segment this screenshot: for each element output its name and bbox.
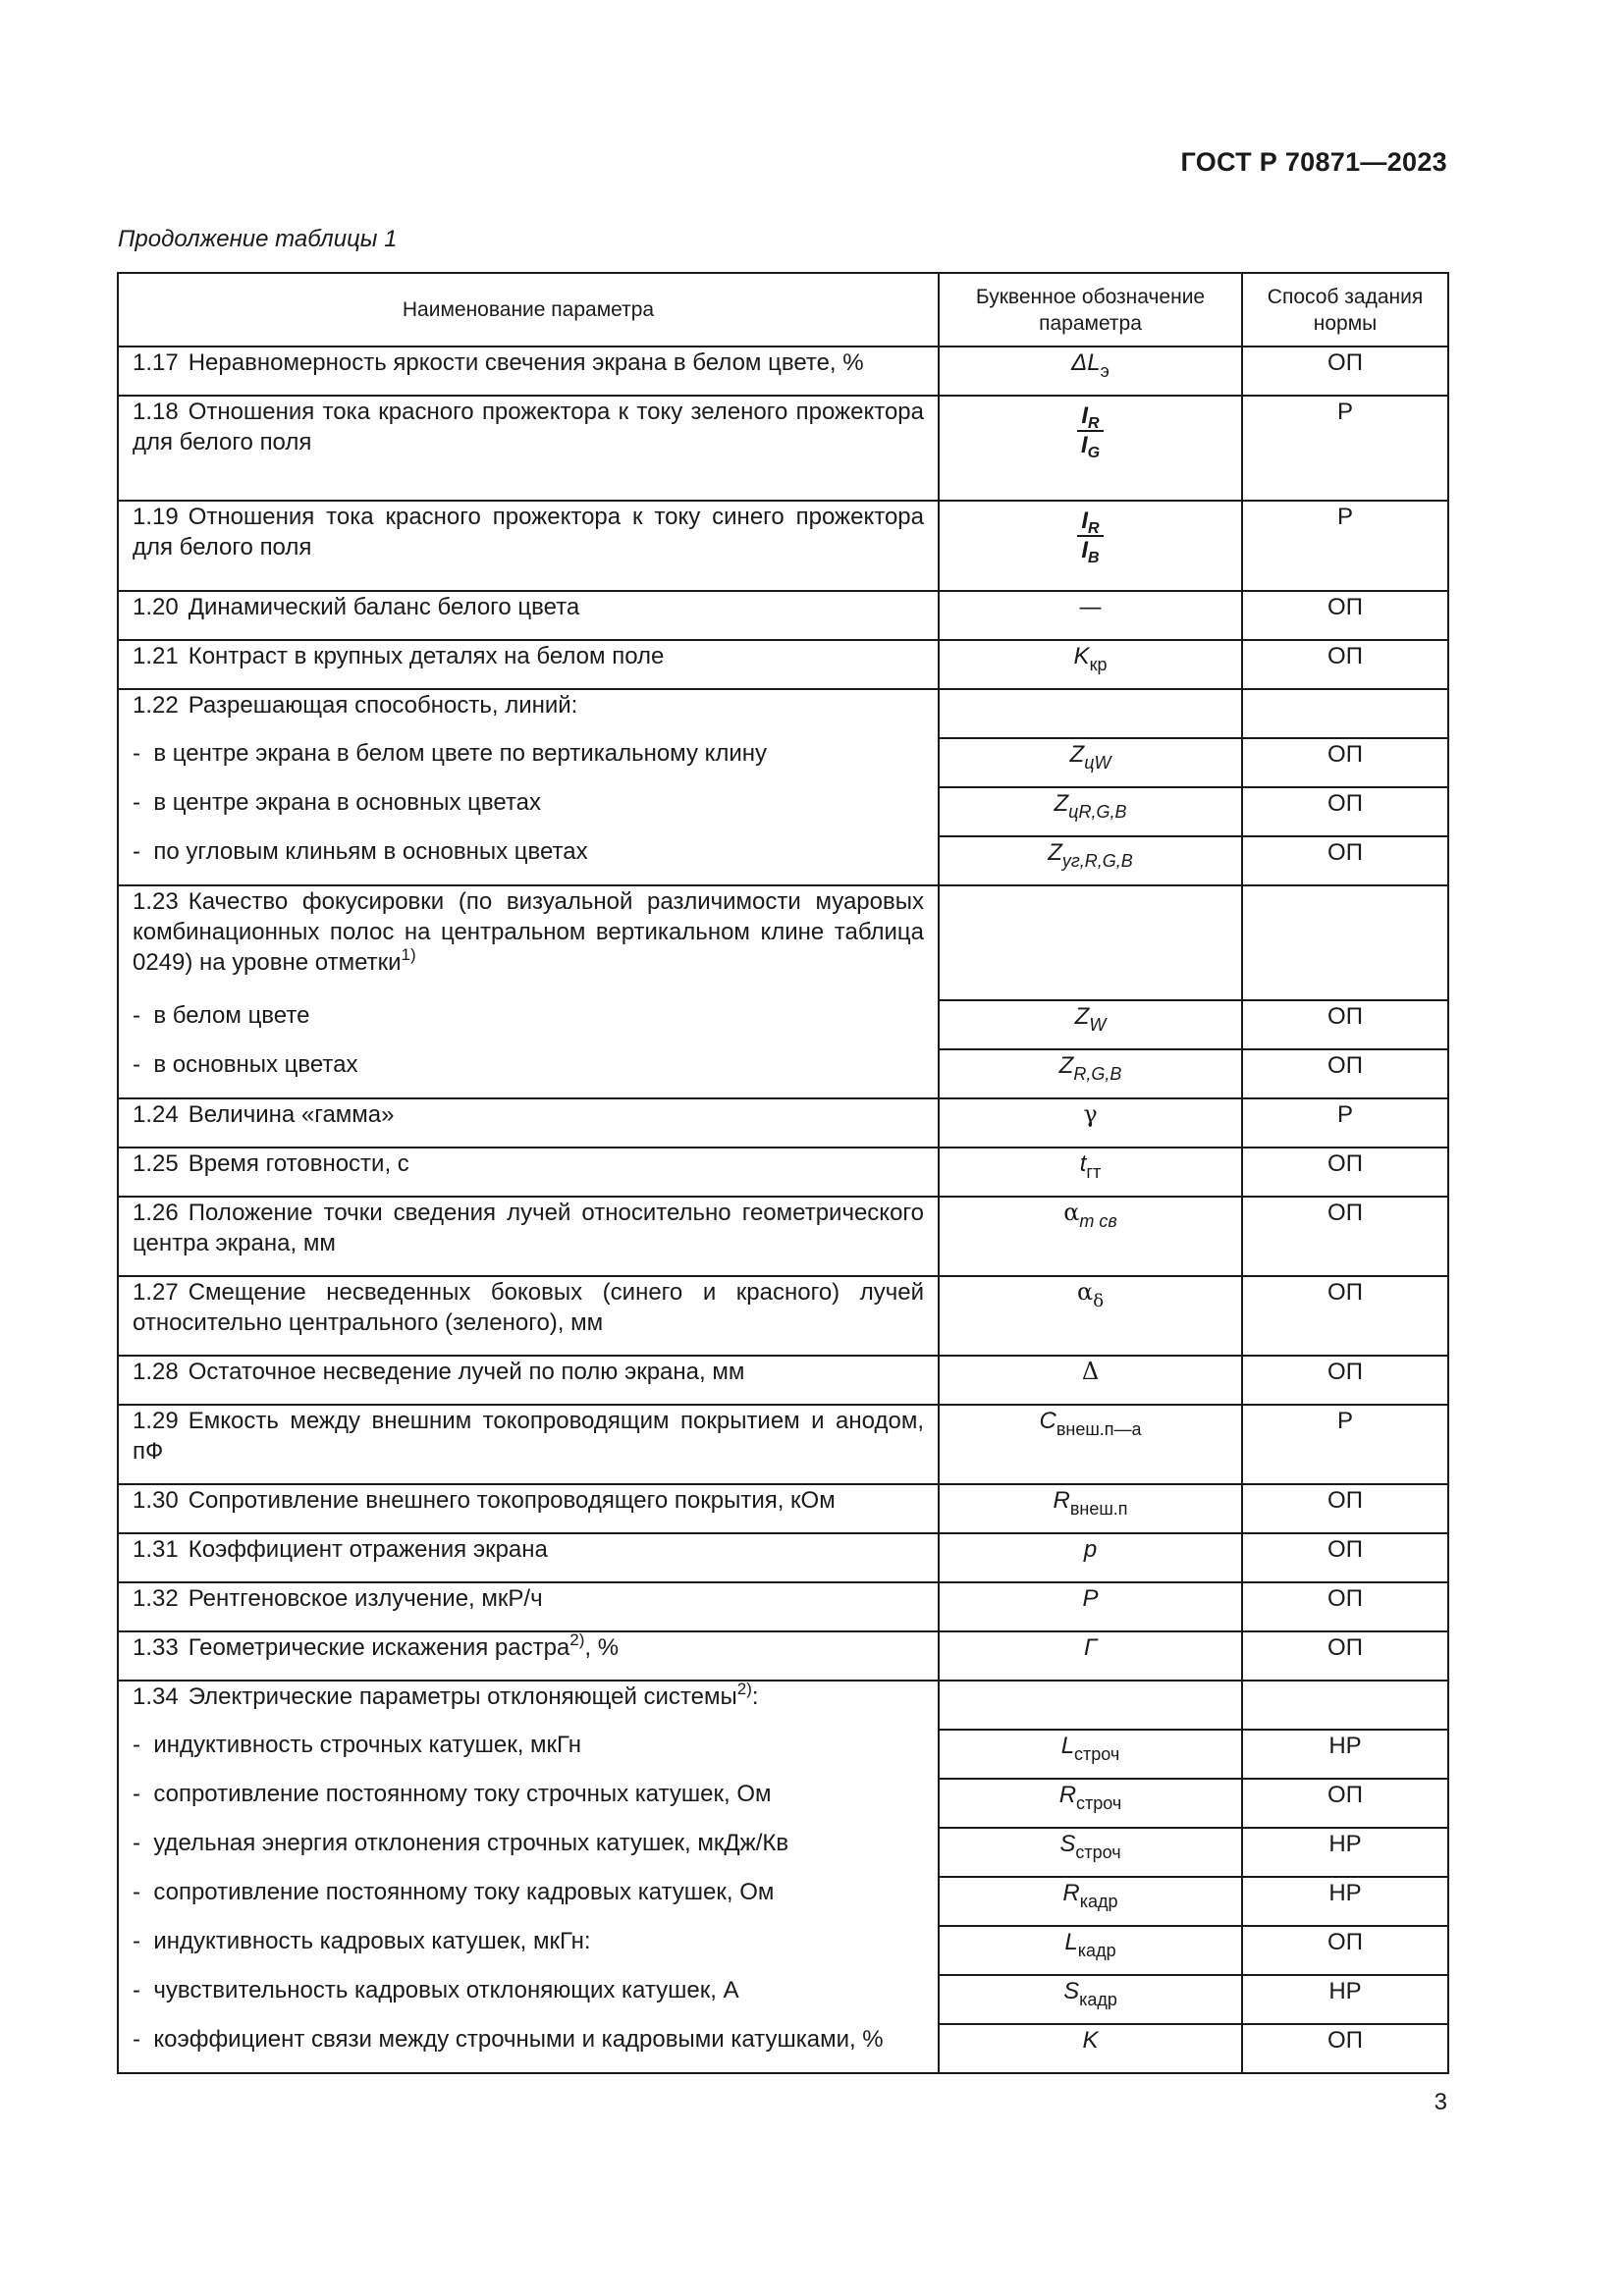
sub-parameter-text: - индуктивность кадровых катушек, мкГн: [133,1928,591,1954]
table-row [118,1098,1448,1148]
symbol-cell [939,1877,1242,1926]
symbol-cell [939,1975,1242,2024]
document-number: ГОСТ Р 70871—2023 [1180,147,1447,177]
table-subrow [118,1975,1448,2024]
parameter-text: Величина «гамма» [188,1101,395,1128]
parameter-symbol: R [1053,1487,1070,1514]
parameter-symbol: S [1063,1978,1080,2004]
parameter-symbol: S [1059,1831,1076,1857]
symbol-cell [939,591,1242,640]
symbol-cell [939,1197,1242,1276]
sub-parameter-text: - сопротивление постоянному току кадровых катушек, Ом [133,1879,774,1905]
parameter-name-cell [118,1631,939,1681]
parameter-symbol: ΔL [1071,349,1101,376]
sub-parameter-cell [118,836,939,885]
sub-parameter-text: - коэффициент связи между строчными и кадровыми катушками, % [133,2026,884,2053]
parameter-number: 1.30 [133,1487,179,1514]
fraction-denominator [1080,432,1101,461]
norm-cell: ОП [1242,640,1448,689]
parameter-name [133,641,924,671]
parameter-text-tail: , % [584,1634,620,1661]
parameter-text: Положение точки сведения лучей относительно геометрического центра экрана, мм [133,1200,924,1256]
parameter-number: 1.18 [133,399,179,425]
norm-cell: ОП [1242,1148,1448,1197]
symbol-cell [939,787,1242,836]
symbol-subscript: кадр [1079,1990,1117,2009]
parameter-symbol: t [1079,1150,1087,1177]
table-row [118,501,1448,591]
page-number: 3 [1434,2089,1447,2115]
sub-parameter-cell [118,1877,939,1926]
parameter-text: Качество фокусировки (по визуальной различимости муаровых комбинационных полос на центральном вертикальном клине таблица 0249) на уровне отметки [133,888,924,976]
footnote-mark: 1) [401,945,416,964]
parameter-name [133,1148,924,1179]
symbol-cell [939,1730,1242,1779]
parameter-symbol: — [1078,593,1103,620]
symbol-subscript: кр [1089,655,1108,674]
symbol-cell [939,1484,1242,1533]
sub-parameter-text: - в белом цвете [133,1002,309,1029]
parameter-name-cell [118,885,939,1000]
parameter-name-cell [118,1148,939,1197]
parameter-number: 1.24 [133,1101,179,1128]
symbol-subscript: э [1100,361,1110,381]
numerator-subscript: R [1088,415,1100,432]
symbol-cell [939,396,1242,501]
sub-parameter-text: - чувствительность кадровых отклоняющих катушек, А [133,1977,739,2003]
parameter-symbol: L [1060,1733,1075,1759]
parameter-name-cell [118,501,939,591]
parameter-symbol: Δ [1081,1358,1100,1385]
table-subrow [118,787,1448,836]
parameter-name [133,1632,924,1663]
table-row [118,1681,1448,1730]
parameter-number: 1.27 [133,1279,179,1306]
parameter-text: Рентгеновское излучение, мкР/ч [188,1585,543,1612]
header-norm-method: Способ задания нормы [1242,273,1448,347]
symbol-subscript: R,G,B [1073,1064,1122,1084]
norm-cell: ОП [1242,2024,1448,2073]
norm-cell [1242,1681,1448,1730]
symbol-cell [939,1356,1242,1405]
table-subrow [118,2024,1448,2073]
parameter-text: Электрические параметры отклоняющей системы [188,1683,737,1710]
symbol-subscript: гт [1086,1162,1102,1182]
parameter-name-cell [118,347,939,396]
parameter-name [133,397,924,457]
parameter-symbol: Р [1082,1585,1099,1612]
table-row [118,1197,1448,1276]
sub-parameter-text: - в центре экрана в белом цвете по вертикальному клину [133,740,767,767]
parameter-text: Коэффициент отражения экрана [188,1536,548,1563]
sub-parameter-text: - удельная энергия отклонения строчных катушек, мкДж/Кв [133,1830,788,1856]
table-row [118,885,1448,1000]
parameter-name [133,690,924,721]
norm-cell: ОП [1242,1049,1448,1098]
parameter-name-cell [118,1197,939,1276]
parameter-text: Геометрические искажения растра [188,1634,570,1661]
parameter-number: 1.26 [133,1200,179,1226]
norm-cell: ОП [1242,1926,1448,1975]
parameter-number: 1.21 [133,643,179,669]
parameter-name [133,347,924,378]
parameter-name-cell [118,640,939,689]
sub-parameter-text: - в центре экрана в основных цветах [133,789,541,816]
numerator-symbol: I [1081,402,1089,429]
table-row [118,1148,1448,1197]
symbol-subscript: кадр [1077,1941,1116,1960]
parameter-symbol: Z [1048,839,1062,866]
header-parameter-name: Наименование параметра [118,273,939,347]
parameter-text-tail: : [751,1683,759,1710]
parameters-table [117,272,1449,2074]
parameter-name-cell [118,1681,939,1730]
parameter-symbol: p [1083,1536,1098,1563]
sub-parameter-cell [118,1926,939,1975]
symbol-cell [939,1405,1242,1484]
parameter-name-cell [118,1484,939,1533]
symbol-subscript: внеш.п [1069,1499,1128,1519]
table-subrow [118,1000,1448,1049]
norm-cell: ОП [1242,1582,1448,1631]
parameter-name-cell [118,591,939,640]
fraction-denominator [1081,537,1100,566]
denominator-subscript: G [1087,445,1101,461]
parameter-name-cell [118,689,939,738]
norm-cell: ОП [1242,1631,1448,1681]
parameter-text: Смещение несведенных боковых (синего и красного) лучей относительно центрального (зеленого), мм [133,1279,924,1336]
sub-parameter-text: - в основных цветах [133,1051,357,1078]
parameter-number: 1.33 [133,1634,179,1661]
sub-parameter-cell [118,738,939,787]
denominator-symbol: I [1081,537,1089,563]
parameter-name-cell [118,1356,939,1405]
norm-cell: НР [1242,1975,1448,2024]
table-header-row [118,273,1448,347]
footnote-mark: 2) [569,1630,585,1649]
parameter-symbol: K [1073,643,1090,669]
symbol-subscript: строч [1076,1793,1122,1813]
table-row [118,1582,1448,1631]
parameter-symbol: Z [1058,1052,1074,1079]
table-subrow [118,1828,1448,1877]
table-row [118,591,1448,640]
parameter-name [133,1583,924,1614]
symbol-cell [939,1582,1242,1631]
parameter-number: 1.34 [133,1683,179,1710]
parameter-name [133,1534,924,1565]
symbol-cell [939,347,1242,396]
symbol-cell [939,501,1242,591]
parameter-symbol: γ [1083,1100,1098,1128]
parameter-text: Остаточное несведение лучей по полю экрана, мм [188,1359,745,1385]
parameter-number: 1.31 [133,1536,179,1563]
symbol-subscript: цW [1084,753,1111,773]
symbol-cell [939,1828,1242,1877]
symbol-subscript: m св [1079,1211,1117,1231]
parameter-text: Сопротивление внешнего токопроводящего покрытия, кОм [188,1487,836,1514]
symbol-cell [939,1533,1242,1582]
norm-cell: Р [1242,396,1448,501]
header-parameter-symbol: Буквенное обозначение параметра [939,273,1242,347]
parameter-text: Отношения тока красного прожектора к току синего прожектора для белого поля [133,504,924,561]
norm-cell: ОП [1242,787,1448,836]
table-subrow [118,1730,1448,1779]
symbol-cell [939,1631,1242,1681]
symbol-subscript: кадр [1079,1892,1118,1911]
parameter-text: Контраст в крупных деталях на белом поле [188,643,665,669]
table-row [118,347,1448,396]
parameter-symbol: Z [1054,790,1069,817]
symbol-cell [939,1148,1242,1197]
parameter-name-cell [118,1405,939,1484]
parameter-symbol: R [1062,1880,1080,1906]
parameter-symbol: Z [1074,1003,1090,1030]
sub-parameter-cell [118,1779,939,1828]
table-subrow [118,836,1448,885]
parameter-name [133,1485,924,1516]
symbol-cell [939,1276,1242,1356]
parameter-text: Отношения тока красного прожектора к току зеленого прожектора для белого поля [133,399,924,455]
symbol-subscript: δ [1093,1291,1105,1311]
parameter-symbol: Г [1083,1634,1098,1661]
numerator-symbol: I [1081,507,1089,534]
parameter-number: 1.29 [133,1408,179,1434]
parameter-text: Неравномерность яркости свечения экрана в белом цвете, % [188,349,864,376]
parameter-number: 1.17 [133,349,179,376]
parameter-symbol: Z [1069,741,1085,768]
parameter-number: 1.32 [133,1585,179,1612]
symbol-cell [939,1926,1242,1975]
norm-cell [1242,885,1448,1000]
symbol-subscript: строч [1074,1744,1120,1764]
table-row [118,1533,1448,1582]
parameter-name [133,1198,924,1258]
footnote-mark: 2) [736,1680,752,1698]
norm-cell: ОП [1242,1197,1448,1276]
symbol-cell [939,836,1242,885]
table-body [118,347,1448,2073]
table-row [118,689,1448,738]
parameter-number: 1.22 [133,692,179,719]
table-subrow [118,1926,1448,1975]
parameter-name-cell [118,396,939,501]
sub-parameter-cell [118,1000,939,1049]
sub-parameter-cell [118,1049,939,1098]
parameter-name [133,1277,924,1338]
fraction-numerator [1077,509,1103,537]
parameter-number: 1.28 [133,1359,179,1385]
parameter-text: Разрешающая способность, линий: [188,692,578,719]
norm-cell: Р [1242,1405,1448,1484]
table-subrow [118,1877,1448,1926]
symbol-subscript: W [1089,1015,1107,1035]
symbol-cell [939,1049,1242,1098]
table-subrow [118,1779,1448,1828]
parameter-name-cell [118,1276,939,1356]
parameter-symbol: α [1063,1199,1080,1226]
sub-parameter-cell [118,1828,939,1877]
parameter-symbol: L [1064,1929,1078,1955]
norm-cell: НР [1242,1828,1448,1877]
norm-cell: ОП [1242,591,1448,640]
table-row [118,1356,1448,1405]
symbol-subscript: строч [1075,1842,1121,1862]
parameter-number: 1.20 [133,594,179,620]
sub-parameter-text: - по угловым клиньям в основных цветах [133,838,588,865]
parameter-name-cell [118,1533,939,1582]
norm-cell: ОП [1242,1356,1448,1405]
denominator-symbol: I [1080,432,1088,458]
fraction-numerator [1077,404,1103,432]
sub-parameter-cell [118,2024,939,2073]
symbol-cell [939,1779,1242,1828]
parameter-name [133,1099,924,1130]
parameter-name [133,592,924,622]
parameter-text: Динамический баланс белого цвета [188,594,580,620]
table-caption: Продолжение таблицы 1 [118,226,398,252]
sub-parameter-text: - индуктивность строчных катушек, мкГн [133,1732,581,1758]
symbol-cell [939,1098,1242,1148]
table-row [118,640,1448,689]
symbol-cell [939,1000,1242,1049]
norm-cell: ОП [1242,1276,1448,1356]
parameter-symbol: C [1039,1408,1056,1434]
norm-cell: ОП [1242,1000,1448,1049]
norm-cell: ОП [1242,1779,1448,1828]
parameter-name [133,502,924,562]
table-row [118,1484,1448,1533]
norm-cell: ОП [1242,1484,1448,1533]
norm-cell: ОП [1242,1533,1448,1582]
parameter-text: Емкость между внешним токопроводящим покрытием и анодом, пФ [133,1408,924,1465]
current-ratio-fraction [1077,507,1103,566]
table-subrow [118,738,1448,787]
parameter-number: 1.25 [133,1150,179,1177]
table-row [118,396,1448,501]
symbol-cell [939,738,1242,787]
table-row [118,1631,1448,1681]
table-subrow [118,1049,1448,1098]
parameter-name [133,886,924,978]
norm-cell [1242,689,1448,738]
symbol-cell [939,1681,1242,1730]
norm-cell: НР [1242,1877,1448,1926]
sub-parameter-cell [118,787,939,836]
parameter-symbol: R [1058,1782,1077,1808]
parameter-text: Время готовности, с [188,1150,409,1177]
parameter-name [133,1682,924,1712]
symbol-subscript: уг,R,G,B [1061,851,1133,871]
numerator-subscript: R [1088,520,1100,537]
symbol-cell [939,689,1242,738]
norm-cell: НР [1242,1730,1448,1779]
table-row [118,1276,1448,1356]
sub-parameter-cell [118,1730,939,1779]
norm-cell: ОП [1242,836,1448,885]
table-row [118,1405,1448,1484]
parameter-name [133,1357,924,1387]
parameter-number: 1.23 [133,888,179,915]
symbol-subscript: цR,G,B [1068,802,1127,822]
sub-parameter-cell [118,1975,939,2024]
norm-cell: Р [1242,501,1448,591]
parameter-symbol: α [1076,1278,1094,1306]
norm-cell: Р [1242,1098,1448,1148]
parameter-number: 1.19 [133,504,179,530]
parameter-name-cell [118,1098,939,1148]
parameter-symbol: K [1082,2027,1099,2054]
current-ratio-fraction [1077,402,1103,461]
denominator-subscript: B [1088,550,1100,566]
symbol-cell [939,2024,1242,2073]
norm-cell: ОП [1242,738,1448,787]
parameter-name [133,1406,924,1467]
symbol-subscript: внеш.п—а [1056,1419,1142,1439]
parameter-name-cell [118,1582,939,1631]
norm-cell: ОП [1242,347,1448,396]
symbol-cell [939,885,1242,1000]
sub-parameter-text: - сопротивление постоянному току строчных катушек, Ом [133,1781,772,1807]
symbol-cell [939,640,1242,689]
